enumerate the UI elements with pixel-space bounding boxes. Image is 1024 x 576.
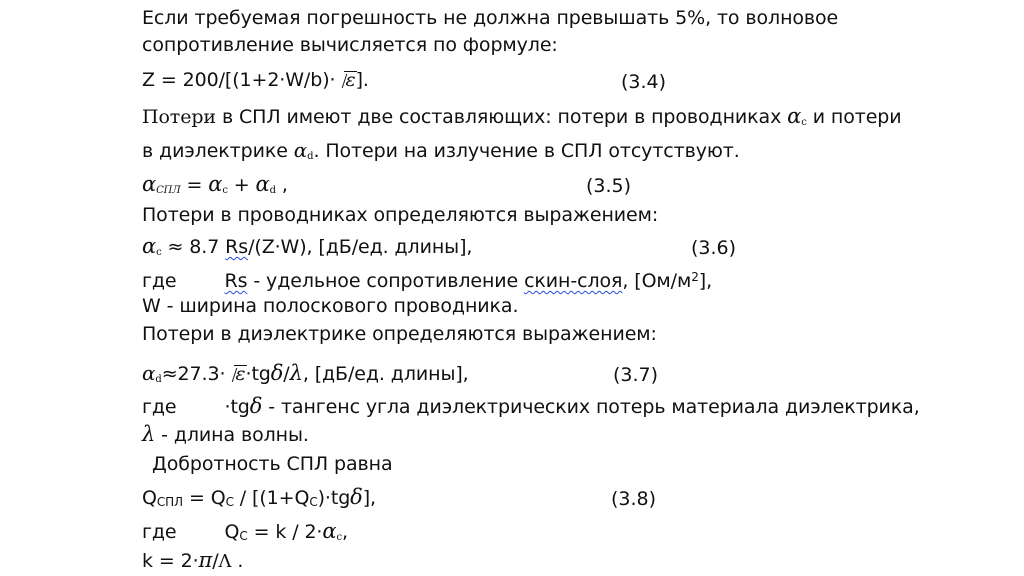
alpha-c-symbol: $\alpha_c$ — [142, 234, 162, 258]
alpha-c-symbol: $\alpha_c$ — [322, 519, 342, 543]
formula-3-4: Z = 200/[(1+2·W/b)· ε]. — [142, 69, 369, 91]
equation-number-3-7: (3.7) — [613, 364, 659, 386]
text-line-18: k = 2·π/Λ . — [142, 548, 244, 572]
text-line-13: где ·tgδ - тангенс угла диэлектрических потерь материала диэлектрика, — [142, 394, 920, 418]
formula-3-7: $\alpha_d\approx 27.3\cdot \varepsilon\cdot tg\delta/\lambda$, [дБ/ед. длины], — [142, 361, 469, 385]
lambda-symbol: λ — [289, 361, 303, 385]
equation-number-3-8: (3.8) — [611, 488, 657, 510]
sqrt-epsilon: ε — [225, 362, 245, 386]
sqrt-epsilon: ε — [335, 68, 355, 92]
text-line-10: W - ширина полоскового проводника. — [142, 295, 519, 317]
alpha-d-symbol: $\alpha_d$ — [255, 172, 276, 196]
text-line-4: Потери в СПЛ имеют две составляющих: потери в проводниках $\alpha_c$ и потери — [142, 104, 902, 128]
alpha-c-symbol: $\alpha_c$ — [208, 172, 228, 196]
formula-3-6: $\alpha_c \approx 8.7$ Rs/(Z·W), [дБ/ед. длины], — [142, 234, 473, 258]
equation-number-3-6: (3.6) — [691, 237, 737, 259]
alpha-c-symbol: $\alpha_c$ — [787, 104, 807, 128]
text-line-17: где $Q_C = k / 2\cdot\alpha_c$, — [142, 519, 348, 543]
alpha-d-symbol: $\alpha_d$ — [142, 361, 162, 385]
delta-symbol: δ — [249, 394, 263, 418]
text-line-14: λ - длина волны. — [142, 422, 309, 446]
text-line-9: где Rs - удельное сопротивление скин-слоя, $[Ом/м^2]$, — [142, 270, 713, 292]
pi-symbol: π — [198, 548, 213, 572]
capital-lambda-symbol: Λ — [218, 551, 232, 572]
text-line-15: Добротность СПЛ равна — [152, 453, 393, 475]
alpha-spl-symbol: $\alpha_{СПЛ}$ — [142, 172, 181, 196]
text-line-1: Если требуемая погрешность не должна превышать 5%, то волновое — [142, 7, 839, 29]
text-line-2: сопротивление вычисляется по формуле: — [142, 34, 558, 56]
text-line-7: Потери в проводниках определяются выражением: — [142, 204, 659, 226]
text-line-11: Потери в диэлектрике определяются выражением: — [142, 323, 657, 345]
equation-number-3-5: (3.5) — [586, 175, 632, 197]
lambda-symbol: λ — [142, 422, 156, 446]
formula-3-8: $Q_{СПЛ} = Q_C / [(1+Q_C)\cdot tg\delta]$, — [142, 485, 376, 509]
formula-3-5: $\alpha_{СПЛ} = \alpha_c + \alpha_d$ , — [142, 172, 288, 196]
alpha-d-symbol: $\alpha_d$ — [293, 138, 314, 162]
delta-symbol: δ — [270, 361, 284, 385]
delta-symbol: δ — [350, 485, 363, 509]
equation-number-3-4: (3.4) — [621, 71, 667, 93]
text-line-5: в диэлектрике $\alpha_d$. Потери на излучение в СПЛ отсутствуют. — [142, 138, 740, 162]
